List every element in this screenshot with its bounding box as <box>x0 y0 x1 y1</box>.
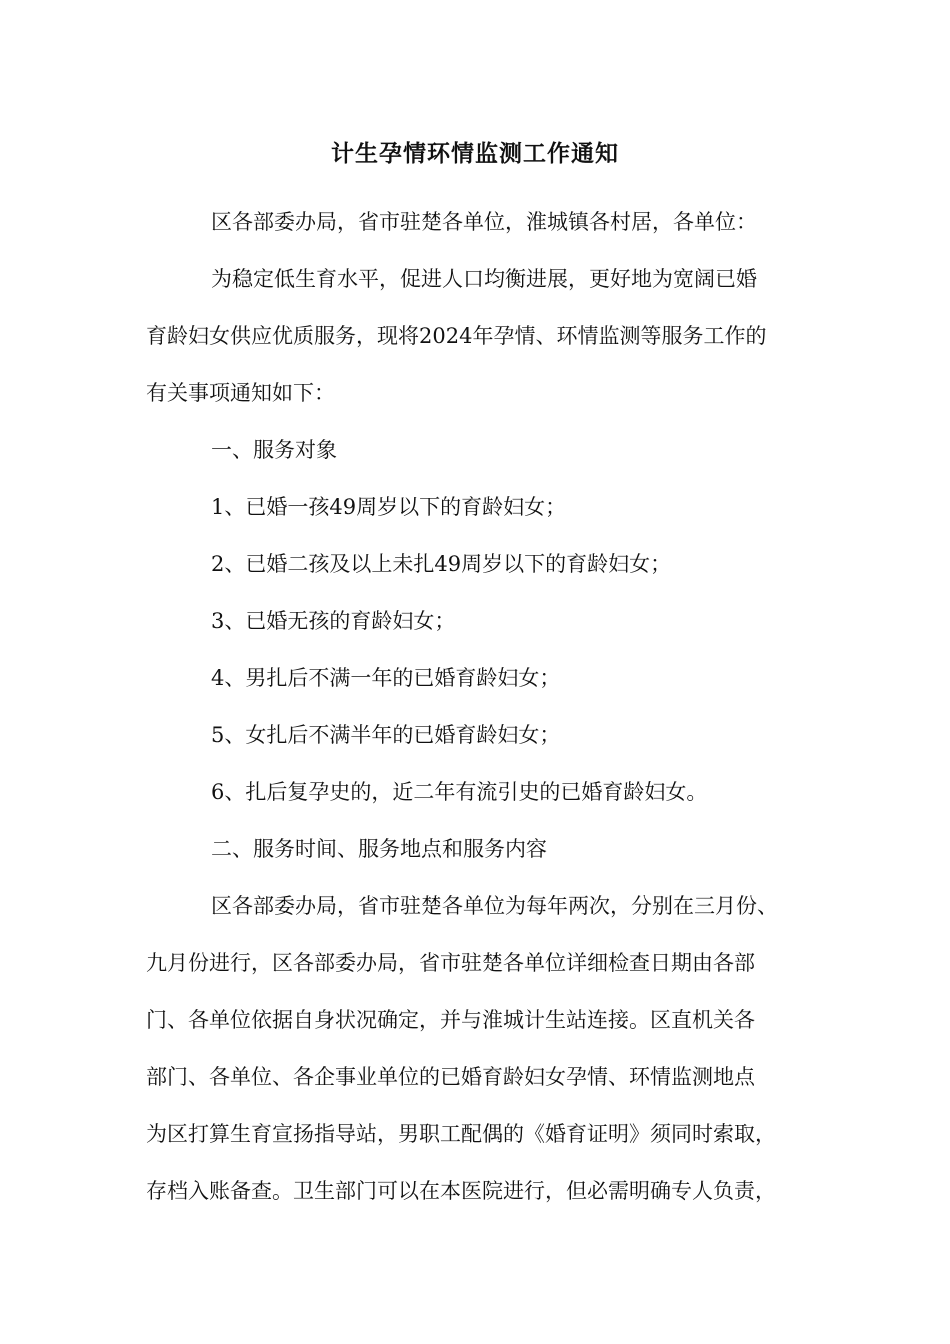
list-item: 2、已婚二孩及以上未扎49周岁以下的育龄妇女； <box>211 552 672 576</box>
list-item: 1、已婚一孩49周岁以下的育龄妇女； <box>211 495 567 519</box>
list-item: 5、女扎后不满半年的已婚育龄妇女； <box>211 723 561 747</box>
paragraph-line: 为区打算生育宣扬指导站，男职工配偶的《婚育证明》须同时索取， <box>146 1122 776 1146</box>
paragraph-line: 部门、各单位、各企事业单位的已婚育龄妇女孕情、环情监测地点 <box>146 1065 755 1089</box>
paragraph-line: 九月份进行，区各部委办局，省市驻楚各单位详细检查日期由各部 <box>146 951 755 975</box>
list-item: 6、扎后复孕史的，近二年有流引史的已婚育龄妇女。 <box>211 780 708 804</box>
section-heading: 一、服务对象 <box>211 438 337 462</box>
paragraph-line: 存档入账备查。卫生部门可以在本医院进行，但必需明确专人负责， <box>146 1179 776 1203</box>
list-item: 4、男扎后不满一年的已婚育龄妇女； <box>211 666 561 690</box>
paragraph-line: 有关事项通知如下： <box>146 381 335 405</box>
paragraph-line: 区各部委办局，省市驻楚各单位，淮城镇各村居，各单位： <box>211 210 757 234</box>
document-title: 计生孕情环情监测工作通知 <box>331 140 619 167</box>
paragraph-line: 为稳定低生育水平，促进人口均衡进展，更好地为宽阔已婚 <box>211 267 757 291</box>
paragraph-line: 门、各单位依据自身状况确定，并与淮城计生站连接。区直机关各 <box>146 1008 755 1032</box>
list-item: 3、已婚无孩的育龄妇女； <box>211 609 456 633</box>
section-heading: 二、服务时间、服务地点和服务内容 <box>211 837 547 861</box>
paragraph-line: 育龄妇女供应优质服务，现将2024年孕情、环情监测等服务工作的 <box>146 324 767 348</box>
paragraph-line: 区各部委办局，省市驻楚各单位为每年两次，分别在三月份、 <box>211 894 778 918</box>
